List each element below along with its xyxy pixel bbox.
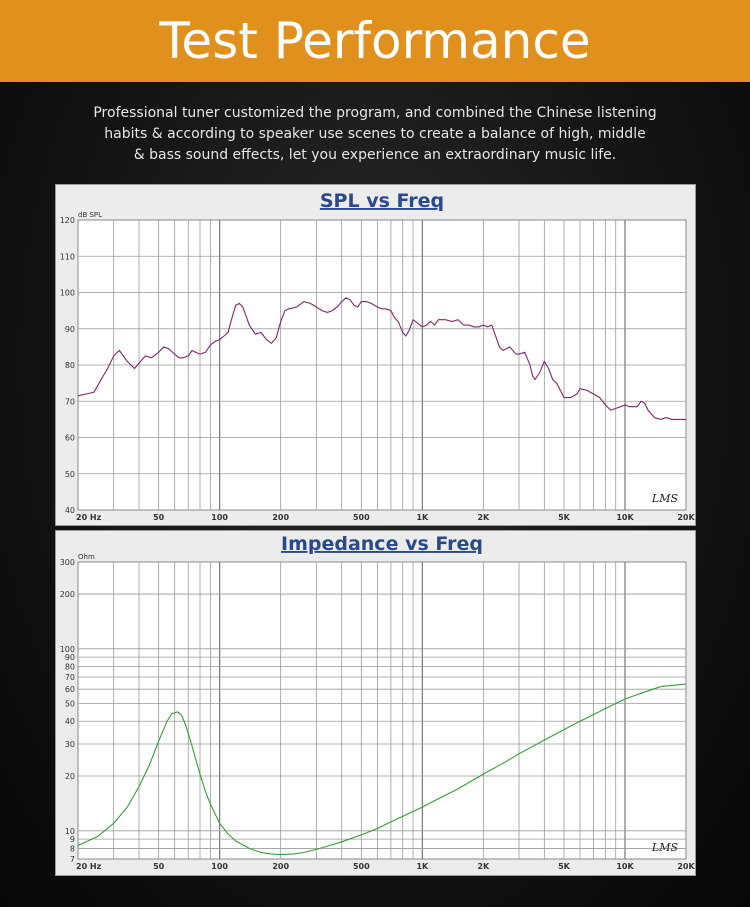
y-tick-label: 7 [69, 855, 75, 864]
y-tick-label: 80 [64, 662, 75, 672]
y-axis-label: dB SPL [78, 211, 103, 219]
y-tick-label: 110 [59, 252, 75, 262]
x-tick-label: 100 [211, 513, 229, 522]
y-tick-label: 10 [64, 826, 75, 836]
y-tick-label: 70 [64, 397, 75, 407]
x-tick-label: 50 [153, 862, 165, 871]
x-tick-label: 20K [677, 862, 695, 871]
y-tick-label: 60 [64, 685, 75, 695]
x-tick-label: 100 [211, 862, 229, 871]
y-tick-label: 80 [64, 361, 75, 370]
x-tick-label: 5K [558, 862, 570, 871]
x-tick-label: 5K [558, 513, 570, 522]
y-tick-label: 60 [64, 433, 75, 443]
x-tick-label: 10K [616, 513, 634, 522]
y-tick-label: 40 [64, 506, 75, 515]
lms-watermark: LMS [651, 492, 678, 505]
y-tick-label: 20 [64, 772, 75, 782]
y-tick-label: 300 [59, 558, 75, 567]
lms-watermark: LMS [651, 841, 678, 854]
x-tick-label: 200 [272, 513, 290, 522]
impedance-chart-panel [55, 530, 696, 876]
y-tick-label: 8 [69, 844, 75, 854]
y-tick-label: 90 [64, 653, 75, 663]
chart-title: SPL vs Freq [319, 190, 445, 212]
plot-area [78, 562, 686, 859]
x-tick-label: 10K [616, 862, 634, 871]
y-tick-label: 120 [59, 216, 75, 225]
y-tick-label: 100 [59, 644, 75, 654]
x-tick-label: 500 [352, 862, 370, 871]
y-tick-label: 70 [64, 673, 75, 683]
page-title: Test Performance [159, 12, 591, 70]
y-tick-label: 9 [69, 835, 75, 845]
x-tick-label: 20 Hz [76, 513, 102, 522]
impedance-chart [56, 531, 697, 877]
y-tick-label: 50 [64, 469, 75, 479]
x-tick-label: 2K [477, 862, 490, 871]
y-tick-label: 90 [64, 324, 75, 334]
y-axis-label: Ohm [78, 553, 95, 561]
y-tick-label: 200 [59, 590, 75, 600]
intro-line-1: Professional tuner customized the program, and combined the Chinese listening [93, 105, 657, 121]
x-tick-label: 500 [352, 513, 370, 522]
x-tick-label: 20 Hz [76, 862, 102, 871]
x-tick-label: 1K [416, 862, 429, 871]
x-tick-label: 50 [153, 513, 165, 522]
x-tick-label: 2K [477, 513, 490, 522]
intro-text [60, 103, 690, 166]
y-tick-label: 40 [64, 717, 75, 727]
y-tick-label: 50 [64, 699, 75, 709]
x-tick-label: 1K [416, 513, 429, 522]
header-banner [0, 0, 750, 82]
y-tick-label: 100 [59, 288, 75, 298]
y-tick-label: 30 [64, 739, 75, 749]
intro-line-3: & bass sound effects, let you experience an extraordinary music life. [133, 147, 617, 163]
spl-chart-panel [55, 184, 696, 526]
chart-title: Impedance vs Freq [281, 533, 483, 555]
spl-chart [56, 185, 697, 527]
x-tick-label: 200 [272, 862, 290, 871]
intro-line-2: habits & according to speaker use scenes to create a balance of high, middle [104, 126, 646, 142]
x-tick-label: 20K [677, 513, 695, 522]
